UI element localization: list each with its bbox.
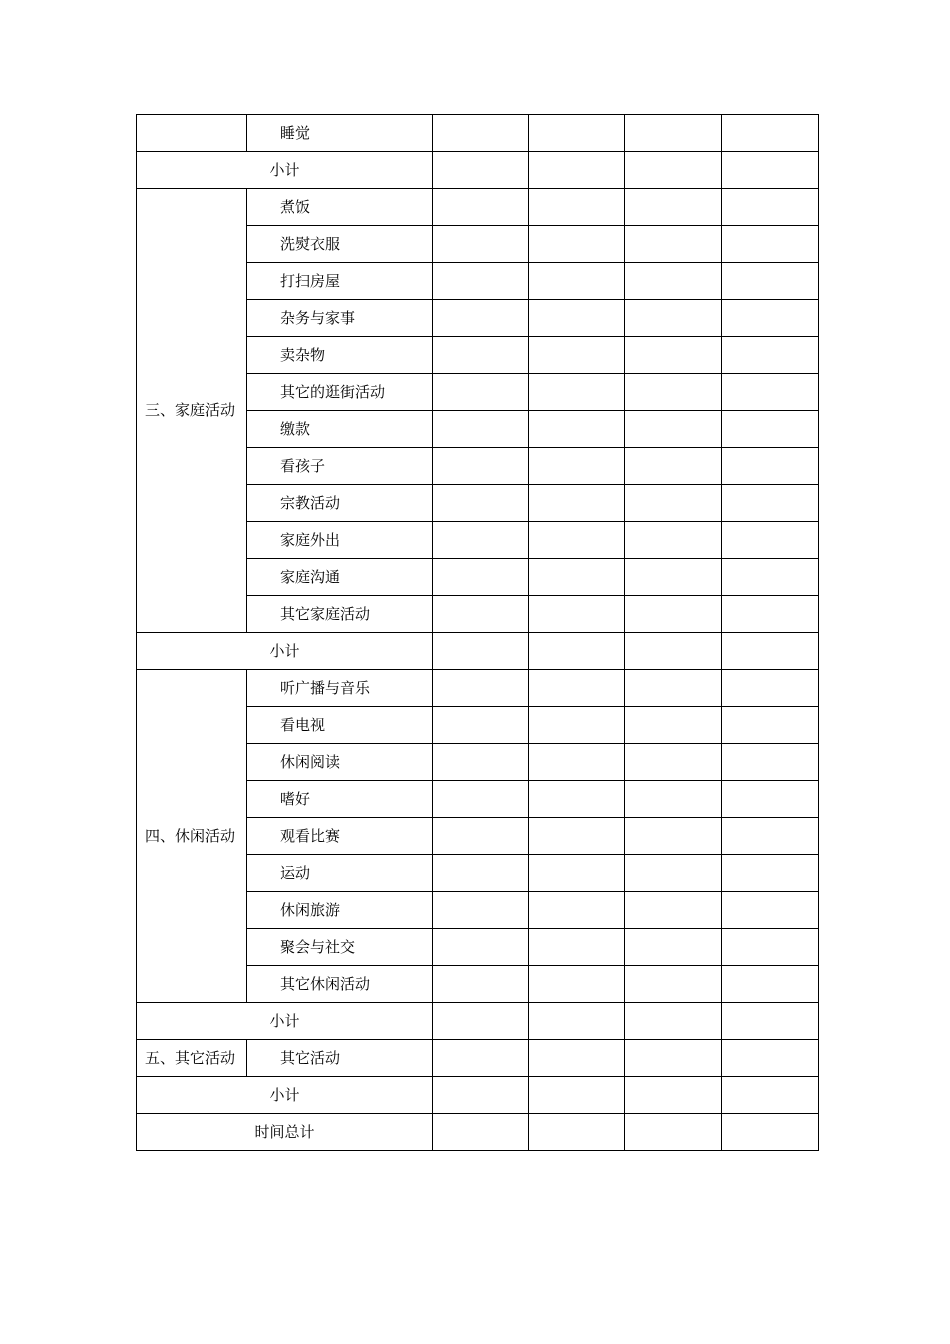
value-cell[interactable] [625, 818, 722, 855]
value-cell[interactable] [722, 966, 819, 1003]
value-cell[interactable] [529, 189, 625, 226]
value-cell[interactable] [722, 263, 819, 300]
activity-cell: 其它的逛街活动 [247, 374, 433, 411]
value-cell[interactable] [433, 1003, 529, 1040]
value-cell[interactable] [625, 522, 722, 559]
value-cell[interactable] [529, 300, 625, 337]
activity-cell: 家庭外出 [247, 522, 433, 559]
activity-cell: 看孩子 [247, 448, 433, 485]
value-cell[interactable] [433, 966, 529, 1003]
value-cell[interactable] [433, 189, 529, 226]
value-cell[interactable] [529, 892, 625, 929]
activity-cell: 看电视 [247, 707, 433, 744]
value-cell[interactable] [722, 633, 819, 670]
value-cell[interactable] [433, 929, 529, 966]
value-cell[interactable] [625, 1003, 722, 1040]
value-cell[interactable] [529, 670, 625, 707]
value-cell[interactable] [625, 781, 722, 818]
value-cell[interactable] [722, 152, 819, 189]
value-cell[interactable] [433, 374, 529, 411]
activity-cell: 缴款 [247, 411, 433, 448]
value-cell[interactable] [625, 1114, 722, 1151]
value-cell[interactable] [529, 818, 625, 855]
value-cell[interactable] [625, 448, 722, 485]
value-cell[interactable] [433, 596, 529, 633]
subtotal-row [137, 1003, 819, 1040]
value-cell[interactable] [722, 337, 819, 374]
value-cell[interactable] [433, 707, 529, 744]
activity-cell: 家庭沟通 [247, 559, 433, 596]
value-cell[interactable] [722, 1077, 819, 1114]
value-cell[interactable] [529, 485, 625, 522]
value-cell[interactable] [529, 1003, 625, 1040]
value-cell[interactable] [433, 448, 529, 485]
value-cell[interactable] [625, 596, 722, 633]
value-cell[interactable] [625, 411, 722, 448]
value-cell[interactable] [529, 1077, 625, 1114]
value-cell[interactable] [625, 337, 722, 374]
table-row [137, 670, 819, 707]
value-cell[interactable] [529, 152, 625, 189]
subtotal-row [137, 1114, 819, 1151]
activity-cell: 洗熨衣服 [247, 226, 433, 263]
activity-cell: 休闲旅游 [247, 892, 433, 929]
value-cell[interactable] [722, 374, 819, 411]
value-cell[interactable] [625, 152, 722, 189]
activity-cell: 嗜好 [247, 781, 433, 818]
value-cell[interactable] [433, 892, 529, 929]
value-cell[interactable] [529, 448, 625, 485]
activity-cell: 睡觉 [247, 115, 433, 152]
table-body [137, 115, 819, 1151]
activity-cell: 运动 [247, 855, 433, 892]
value-cell[interactable] [433, 1114, 529, 1151]
value-cell[interactable] [529, 263, 625, 300]
value-cell[interactable] [529, 707, 625, 744]
activity-cell: 其它休闲活动 [247, 966, 433, 1003]
value-cell[interactable] [529, 855, 625, 892]
value-cell[interactable] [625, 633, 722, 670]
value-cell[interactable] [625, 929, 722, 966]
subtotal-label: 小计 [137, 633, 433, 670]
value-cell[interactable] [625, 1040, 722, 1077]
value-cell[interactable] [529, 559, 625, 596]
activity-cell: 其它活动 [247, 1040, 433, 1077]
activity-cell: 宗教活动 [247, 485, 433, 522]
value-cell[interactable] [625, 226, 722, 263]
value-cell[interactable] [722, 818, 819, 855]
value-cell[interactable] [722, 855, 819, 892]
value-cell[interactable] [529, 522, 625, 559]
value-cell[interactable] [529, 374, 625, 411]
value-cell[interactable] [529, 226, 625, 263]
subtotal-label: 小计 [137, 1077, 433, 1114]
value-cell[interactable] [722, 226, 819, 263]
subtotal-row [137, 152, 819, 189]
table-row [137, 115, 819, 152]
subtotal-label: 小计 [137, 152, 433, 189]
value-cell[interactable] [529, 115, 625, 152]
activity-cell: 其它家庭活动 [247, 596, 433, 633]
subtotal-row [137, 1077, 819, 1114]
value-cell[interactable] [433, 115, 529, 152]
value-cell[interactable] [722, 929, 819, 966]
value-cell[interactable] [625, 670, 722, 707]
value-cell[interactable] [433, 818, 529, 855]
value-cell[interactable] [529, 596, 625, 633]
value-cell[interactable] [722, 522, 819, 559]
subtotal-label: 时间总计 [137, 1114, 433, 1151]
category-cell: 三、家庭活动 [137, 189, 247, 633]
table-row [137, 1040, 819, 1077]
value-cell[interactable] [529, 1040, 625, 1077]
time-use-table [136, 114, 819, 1151]
activity-cell: 卖杂物 [247, 337, 433, 374]
value-cell[interactable] [625, 892, 722, 929]
value-cell[interactable] [529, 744, 625, 781]
value-cell[interactable] [722, 115, 819, 152]
value-cell[interactable] [433, 1077, 529, 1114]
value-cell[interactable] [625, 115, 722, 152]
value-cell[interactable] [625, 966, 722, 1003]
value-cell[interactable] [722, 1003, 819, 1040]
value-cell[interactable] [722, 300, 819, 337]
value-cell[interactable] [433, 485, 529, 522]
category-cell: 五、其它活动 [137, 1040, 247, 1077]
value-cell[interactable] [625, 189, 722, 226]
value-cell[interactable] [625, 707, 722, 744]
value-cell[interactable] [722, 781, 819, 818]
activity-cell: 杂务与家事 [247, 300, 433, 337]
value-cell[interactable] [722, 559, 819, 596]
category-cell [137, 115, 247, 152]
value-cell[interactable] [433, 744, 529, 781]
value-cell[interactable] [625, 263, 722, 300]
value-cell[interactable] [722, 670, 819, 707]
category-cell: 四、休闲活动 [137, 670, 247, 1003]
value-cell[interactable] [433, 152, 529, 189]
value-cell[interactable] [722, 1040, 819, 1077]
value-cell[interactable] [722, 448, 819, 485]
activity-cell: 听广播与音乐 [247, 670, 433, 707]
value-cell[interactable] [433, 633, 529, 670]
value-cell[interactable] [433, 670, 529, 707]
activity-cell: 观看比赛 [247, 818, 433, 855]
value-cell[interactable] [529, 966, 625, 1003]
table-row [137, 189, 819, 226]
subtotal-label: 小计 [137, 1003, 433, 1040]
value-cell[interactable] [722, 485, 819, 522]
value-cell[interactable] [722, 596, 819, 633]
value-cell[interactable] [625, 485, 722, 522]
value-cell[interactable] [722, 707, 819, 744]
value-cell[interactable] [433, 411, 529, 448]
value-cell[interactable] [625, 559, 722, 596]
value-cell[interactable] [433, 337, 529, 374]
value-cell[interactable] [433, 1040, 529, 1077]
value-cell[interactable] [529, 1114, 625, 1151]
value-cell[interactable] [625, 744, 722, 781]
activity-cell: 煮饭 [247, 189, 433, 226]
value-cell[interactable] [433, 559, 529, 596]
value-cell[interactable] [625, 1077, 722, 1114]
activity-cell: 聚会与社交 [247, 929, 433, 966]
value-cell[interactable] [433, 263, 529, 300]
value-cell[interactable] [433, 522, 529, 559]
value-cell[interactable] [625, 855, 722, 892]
value-cell[interactable] [722, 189, 819, 226]
value-cell[interactable] [433, 226, 529, 263]
value-cell[interactable] [625, 300, 722, 337]
value-cell[interactable] [722, 744, 819, 781]
activity-cell: 打扫房屋 [247, 263, 433, 300]
subtotal-row [137, 633, 819, 670]
value-cell[interactable] [722, 892, 819, 929]
value-cell[interactable] [529, 411, 625, 448]
activity-cell: 休闲阅读 [247, 744, 433, 781]
value-cell[interactable] [529, 781, 625, 818]
value-cell[interactable] [433, 855, 529, 892]
value-cell[interactable] [433, 781, 529, 818]
value-cell[interactable] [722, 411, 819, 448]
value-cell[interactable] [625, 374, 722, 411]
value-cell[interactable] [529, 929, 625, 966]
value-cell[interactable] [529, 337, 625, 374]
value-cell[interactable] [433, 300, 529, 337]
value-cell[interactable] [722, 1114, 819, 1151]
value-cell[interactable] [529, 633, 625, 670]
